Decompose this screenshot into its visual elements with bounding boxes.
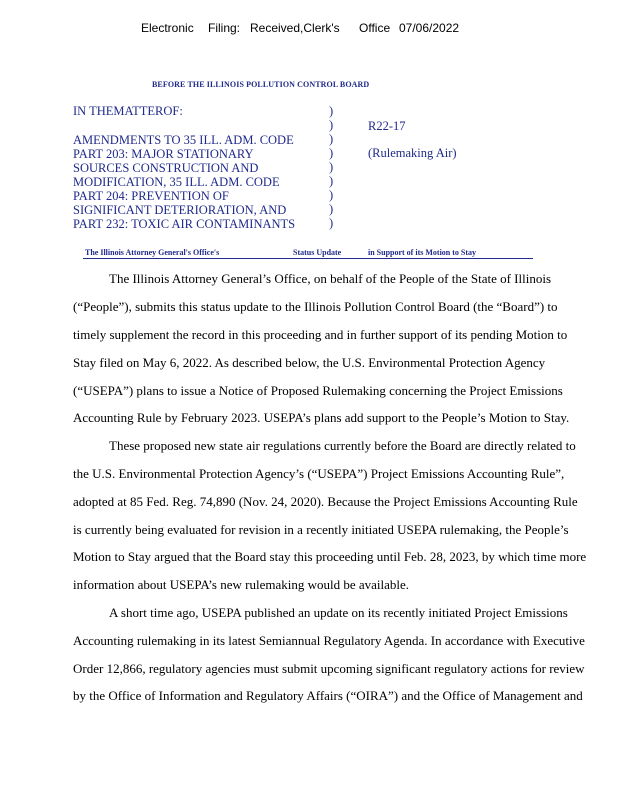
body-line: timely supplement the record in this proceeding and in further support of its pending Motion to xyxy=(73,327,568,342)
caption-line: SOURCES CONSTRUCTION AND xyxy=(73,161,259,175)
caption-paren: ) xyxy=(329,188,334,202)
body-line: The Illinois Attorney General’s Office, on behalf of the People of the State of Illinois xyxy=(109,271,552,286)
caption-paren: ) xyxy=(329,174,334,188)
caption-paren: ) xyxy=(329,202,334,216)
caption-line: PART 203: MAJOR STATIONARY xyxy=(73,147,254,161)
board-title: BEFORE THE ILLINOIS POLLUTION CONTROL BOARD xyxy=(152,80,370,89)
body-line: information about USEPA’s new rulemaking would be available. xyxy=(73,577,410,592)
heading-title: Status Update xyxy=(293,248,342,257)
body-line: Stay filed on May 6, 2022. As described below, the U.S. Environmental Protection Agency xyxy=(73,355,546,370)
stamp-received: Received,Clerk's xyxy=(250,21,340,35)
body-line: Motion to Stay argued that the Board stay this proceeding until Feb. 28, 2023, by which time more xyxy=(73,549,587,564)
body-line: (“People”), submits this status update to the Illinois Pollution Control Board (the “Board”) to xyxy=(73,299,558,314)
stamp-electronic: Electronic xyxy=(141,21,194,35)
body-line: Order 12,866, regulatory agencies must submit upcoming significant regulatory actions for review xyxy=(73,661,585,676)
body-line: These proposed new state air regulations currently before the Board are directly related to xyxy=(109,438,576,453)
heading-subject: in Support of its Motion to Stay xyxy=(368,248,477,257)
body-line: Accounting Rule by February 2023. USEPA’s plans add support to the People’s Motion to Stay. xyxy=(73,410,570,425)
caption-paren: ) xyxy=(329,216,334,230)
caption-line: SIGNIFICANT DETERIORATION, AND xyxy=(73,203,287,217)
caption-line: PART 232: TOXIC AIR CONTAMINANTS xyxy=(73,217,296,231)
heading-underline xyxy=(83,258,533,259)
stamp-filing: Filing: xyxy=(208,21,241,35)
caption-line: AMENDMENTS TO 35 ILL. ADM. CODE xyxy=(73,133,294,147)
case-type: (Rulemaking Air) xyxy=(368,146,457,160)
body-line: adopted at 85 Fed. Reg. 74,890 (Nov. 24, 2020). Because the Project Emissions Accounting Rule xyxy=(73,494,578,509)
body-line: by the Office of Information and Regulatory Affairs (“OIRA”) and the Office of Management and xyxy=(73,688,583,703)
stamp-date: 07/06/2022 xyxy=(399,21,460,35)
case-number: R22-17 xyxy=(368,119,406,133)
caption-paren: ) xyxy=(329,132,334,146)
heading-filer: The Illinois Attorney General's Office's xyxy=(85,248,220,257)
caption-paren: ) xyxy=(329,146,334,160)
caption-line: IN THEMATTEROF: xyxy=(73,104,183,118)
caption-paren: ) xyxy=(329,160,334,174)
body-line: Accounting rulemaking in its latest Semiannual Regulatory Agenda. In accordance with Executive xyxy=(73,633,585,648)
body-line: (“USEPA”) plans to issue a Notice of Proposed Rulemaking concerning the Project Emissions xyxy=(73,383,563,398)
caption-paren: ) xyxy=(329,104,334,118)
body-line: A short time ago, USEPA published an update on its recently initiated Project Emissions xyxy=(109,605,568,620)
caption-line: PART 204: PREVENTION OF xyxy=(73,189,229,203)
body-line: the U.S. Environmental Protection Agency’s (“USEPA”) Project Emissions Accounting Rule”, xyxy=(73,466,565,481)
caption-line: MODIFICATION, 35 ILL. ADM. CODE xyxy=(73,175,280,189)
stamp-office: Office xyxy=(359,21,391,35)
body-line: is currently being evaluated for revision in a recently initiated USEPA rulemaking, the People’s xyxy=(73,522,569,537)
caption-paren: ) xyxy=(329,118,334,132)
